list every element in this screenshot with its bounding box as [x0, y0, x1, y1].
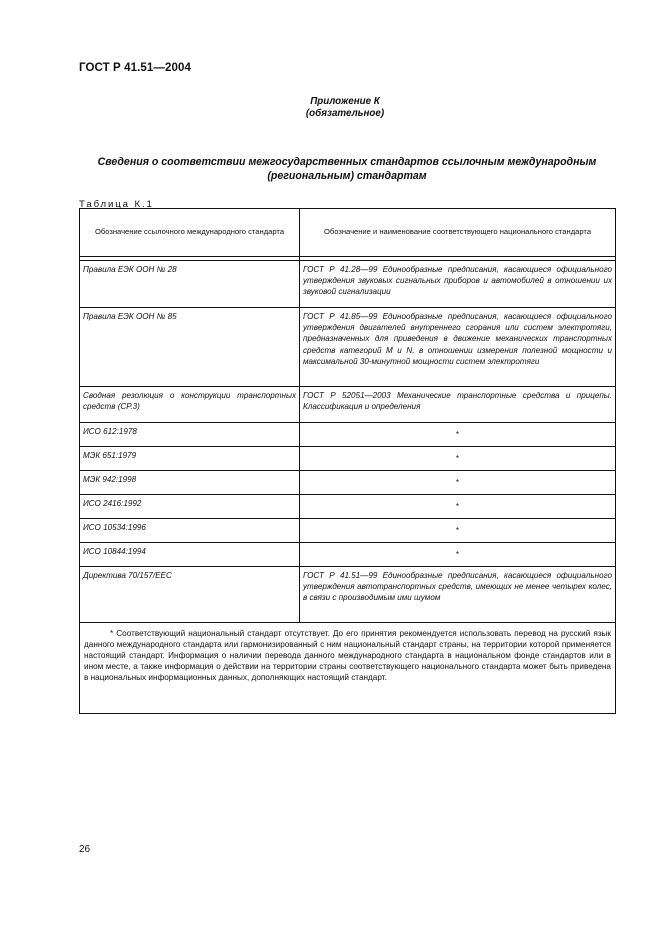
appendix-status: (обязательное) [305, 108, 385, 119]
national-cell: ГОСТ Р 41.51—99 Единообразные предписания, касающиеся официального утверждения автотранспортных средств, имеющих не менее четырех колес, в связи с производимым ими шумом [300, 567, 616, 623]
footnote-row [80, 623, 616, 714]
table-header-row [80, 209, 616, 257]
national-cell: ГОСТ Р 41.85—99 Единообразные предписания, касающиеся официального утверждения двигателей внутреннего сгорания или систем электротяги, предназначенных для приведения в движение механических транспортных средств категорий М и N, в отношении измерения полезной мощности и максимальной 30-минутной мощности систем электротяги [300, 308, 616, 387]
table-row [80, 387, 616, 423]
appendix-label: Приложение К [310, 96, 380, 107]
table-row [80, 423, 616, 447]
document-header: ГОСТ Р 41.51—2004 [79, 62, 191, 74]
reference-cell: ИСО 10534:1996 [80, 519, 300, 543]
reference-cell: Правила ЕЭК ООН № 28 [80, 261, 300, 308]
national-cell-absent: * [300, 471, 616, 495]
page-number: 26 [79, 844, 91, 855]
national-cell: ГОСТ Р 52051—2003 Механические транспортные средства и прицепы. Классификация и определения [300, 387, 616, 423]
section-title-line-1: Сведения о соответствии межгосударственных стандартов ссылочным международным [97, 156, 597, 168]
national-cell-absent: * [300, 495, 616, 519]
section-title-line-2: (региональным) стандартам [267, 170, 427, 182]
table-row [80, 471, 616, 495]
table-row [80, 261, 616, 308]
reference-cell: МЭК 942:1998 [80, 471, 300, 495]
reference-cell: ИСО 2416:1992 [80, 495, 300, 519]
reference-cell: Директива 70/157/ЕЕС [80, 567, 300, 623]
table-row [80, 519, 616, 543]
table-row [80, 567, 616, 623]
table-row [80, 447, 616, 471]
column-header-reference: Обозначение ссылочного международного стандарта [80, 209, 300, 257]
reference-cell: Сводная резолюция о конструкции транспортных средств (СР.3) [80, 387, 300, 423]
national-cell-absent: * [300, 519, 616, 543]
table-row [80, 495, 616, 519]
national-cell-absent: * [300, 543, 616, 567]
national-cell-absent: * [300, 423, 616, 447]
reference-cell: ИСО 10844:1994 [80, 543, 300, 567]
reference-cell: Правила ЕЭК ООН № 85 [80, 308, 300, 387]
correspondence-table [79, 208, 616, 714]
reference-cell: ИСО 612:1978 [80, 423, 300, 447]
national-cell: ГОСТ Р 41.28—99 Единообразные предписания, касающиеся официального утверждения звуковых сигнальных приборов и автомобилей в отношении их звуковой сигнализации [300, 261, 616, 308]
footnote-cell [80, 623, 616, 714]
table-row [80, 308, 616, 387]
table-row [80, 543, 616, 567]
national-cell-absent: * [300, 447, 616, 471]
column-header-national: Обозначение и наименование соответствующего национального стандарта [300, 209, 616, 257]
table-caption: Таблица К.1 [79, 199, 154, 210]
reference-cell: МЭК 651:1979 [80, 447, 300, 471]
footnote-text: * Соответствующий национальный стандарт отсутствует. До его принятия рекомендуется использовать перевод на русский язык данного международного стандарта или гармонизированный с ним национальный стандарт страны, на территории которой применяется настоящий стандарт. Информация о наличии перевода данного международного стандарта в национальном фонде стандартов или в ином месте, а также информация о действии на территории страны соответствующего национального стандарта может быть приведена в национальных информационных данных, дополняющих настоящий стандарт. [84, 629, 611, 683]
